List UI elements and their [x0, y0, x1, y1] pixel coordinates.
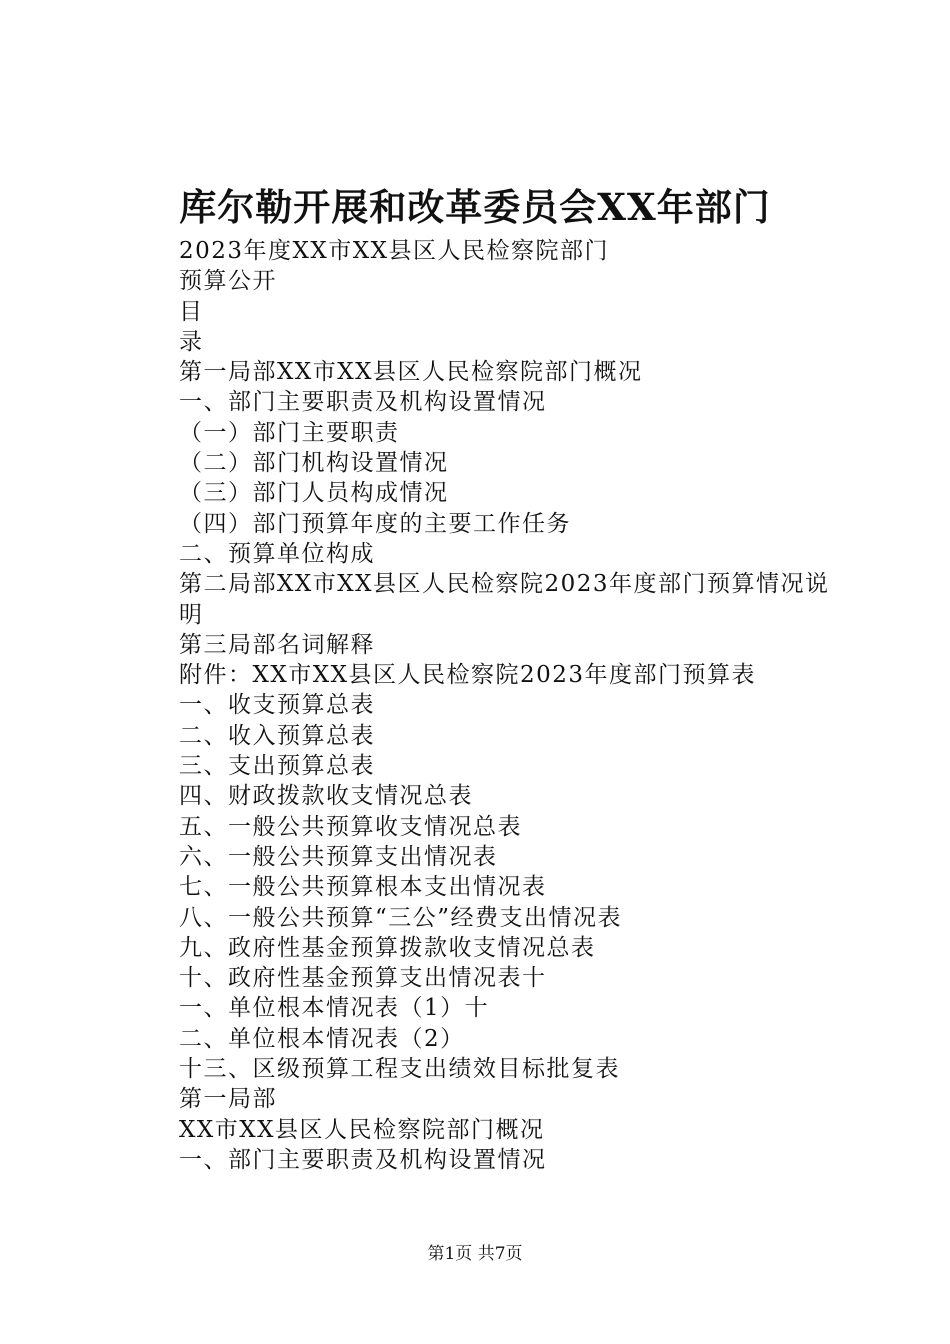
- toc-item: 二、收入预算总表: [179, 722, 375, 749]
- toc-item: 七、一般公共预算根本支出情况表: [179, 874, 547, 901]
- toc-item: 一、单位根本情况表（1）十: [179, 995, 490, 1022]
- toc-part-heading: 第二局部XX市XX县区人民检察院2023年度部门预算情况说明: [179, 571, 830, 628]
- toc-item: （二）部门机构设置情况: [179, 450, 449, 477]
- toc-item: （四）部门预算年度的主要工作任务: [179, 510, 571, 537]
- toc-item: 一、部门主要职责及机构设置情况: [179, 389, 547, 416]
- toc-item: 九、政府性基金预算拨款收支情况总表: [179, 934, 596, 961]
- body-line: 录: [179, 328, 204, 355]
- toc-part-heading: 第三局部名词解释: [179, 631, 375, 658]
- section-heading: XX市XX县区人民检察院部门概况: [179, 1116, 545, 1143]
- document-title: 库尔勒开展和改革委员会XX年部门: [179, 185, 771, 229]
- section-heading: 第一局部: [179, 1086, 277, 1113]
- toc-item: 三、支出预算总表: [179, 753, 375, 780]
- toc-part-heading: 附件：XX市XX县区人民检察院2023年度部门预算表: [179, 662, 757, 689]
- page-number-footer: 第1页 共7页: [427, 1244, 523, 1264]
- section-subheading: 一、部门主要职责及机构设置情况: [179, 1146, 547, 1173]
- toc-item: 一、收支预算总表: [179, 692, 375, 719]
- body-line: 预算公开: [179, 268, 277, 295]
- body-line: 2023年度XX市XX县区人民检察院部门: [179, 238, 610, 264]
- toc-item: 六、一般公共预算支出情况表: [179, 843, 498, 870]
- toc-item: 五、一般公共预算收支情况总表: [179, 813, 522, 840]
- toc-item: 四、财政拨款收支情况总表: [179, 783, 473, 810]
- toc-item: （一）部门主要职责: [179, 419, 400, 446]
- document-body: [129, 236, 839, 1175]
- toc-item: 二、预算单位构成: [179, 540, 375, 567]
- toc-item: （三）部门人员构成情况: [179, 480, 449, 507]
- toc-item: 十三、区级预算工程支出绩效目标批复表: [179, 1056, 620, 1083]
- toc-part-heading: 第一局部XX市XX县区人民检察院部门概况: [179, 359, 643, 386]
- toc-item: 八、一般公共预算“三公”经费支出情况表: [179, 904, 623, 931]
- body-line: 目: [179, 298, 204, 325]
- toc-item: 二、单位根本情况表（2）: [179, 1025, 465, 1052]
- toc-item: 十、政府性基金预算支出情况表十: [179, 965, 547, 992]
